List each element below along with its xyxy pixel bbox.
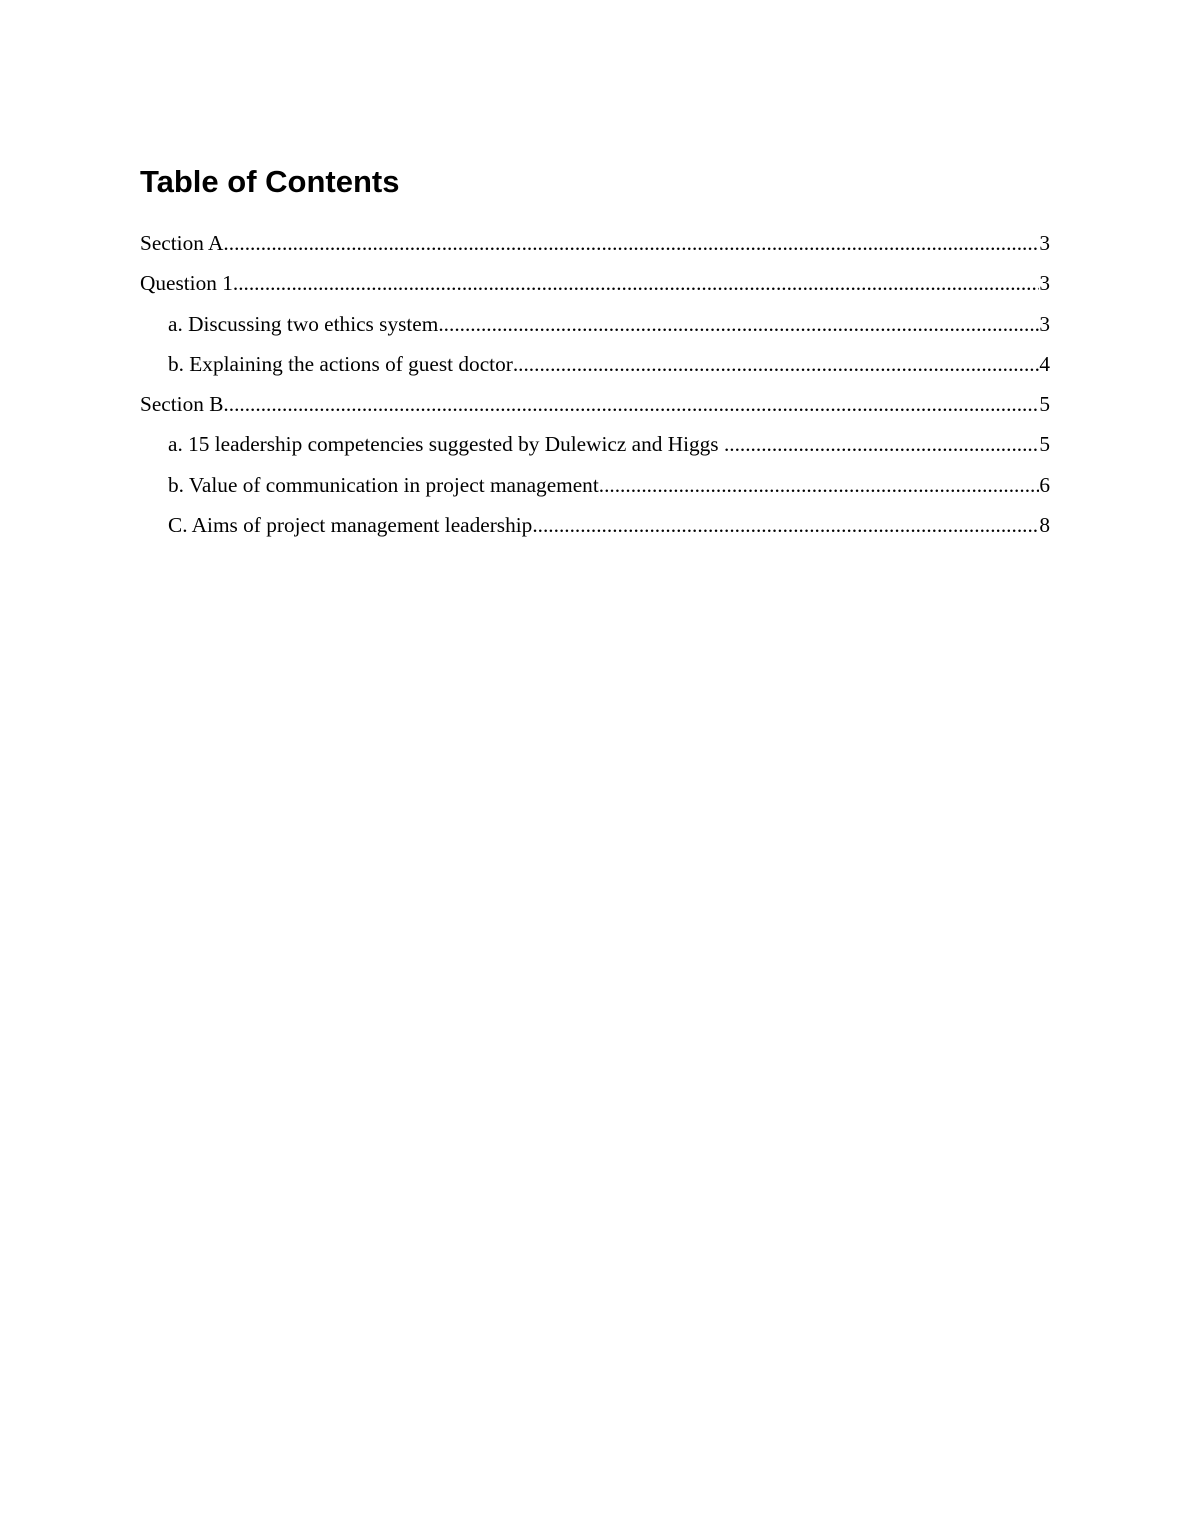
toc-entry-ethics-system[interactable] [140, 308, 1050, 348]
toc-entry-text: b. Explaining the actions of guest doctor [168, 351, 513, 376]
toc-dot-leader [223, 388, 1039, 420]
toc-dot-leader [532, 509, 1039, 541]
toc-entry-question-1[interactable] [140, 267, 1050, 307]
toc-entry-communication-value[interactable] [140, 469, 1050, 509]
toc-entry-leadership-aims[interactable] [140, 509, 1050, 549]
toc-page-number: 4 [1039, 351, 1050, 376]
toc-page-number: 5 [1039, 392, 1050, 417]
toc-entry-text: Section B [140, 392, 224, 417]
toc-dot-leader [724, 428, 1039, 460]
toc-dot-leader [223, 227, 1039, 259]
toc-entry-text: Question 1 [140, 271, 233, 296]
toc-entry-text: b. Value of communication in project management [168, 472, 599, 497]
toc-dot-leader [513, 348, 1040, 380]
toc-entry-text: a. 15 leadership competencies suggested by Dulewicz and Higgs [168, 432, 724, 457]
toc-page-number: 3 [1039, 271, 1050, 296]
toc-entry-section-b[interactable] [140, 388, 1050, 428]
toc-page-number: 3 [1039, 231, 1050, 255]
toc-list [140, 227, 1050, 549]
toc-entry-section-a[interactable] [140, 227, 1050, 267]
toc-entry-text: C. Aims of project management leadership [168, 513, 533, 538]
toc-entry-text: Section A [140, 231, 224, 255]
toc-entry-guest-doctor[interactable] [140, 348, 1050, 388]
toc-title: Table of Contents [140, 164, 400, 199]
toc-page-number: 8 [1039, 513, 1050, 538]
toc-dot-leader [438, 308, 1039, 340]
toc-dot-leader [599, 469, 1040, 501]
toc-entry-leadership-competencies[interactable] [140, 428, 1050, 468]
toc-page-number: 6 [1039, 472, 1050, 497]
toc-page-number: 5 [1039, 432, 1050, 457]
toc-entry-text: a. Discussing two ethics system [168, 311, 439, 336]
toc-dot-leader [233, 267, 1039, 299]
toc-page-number: 3 [1039, 311, 1050, 336]
